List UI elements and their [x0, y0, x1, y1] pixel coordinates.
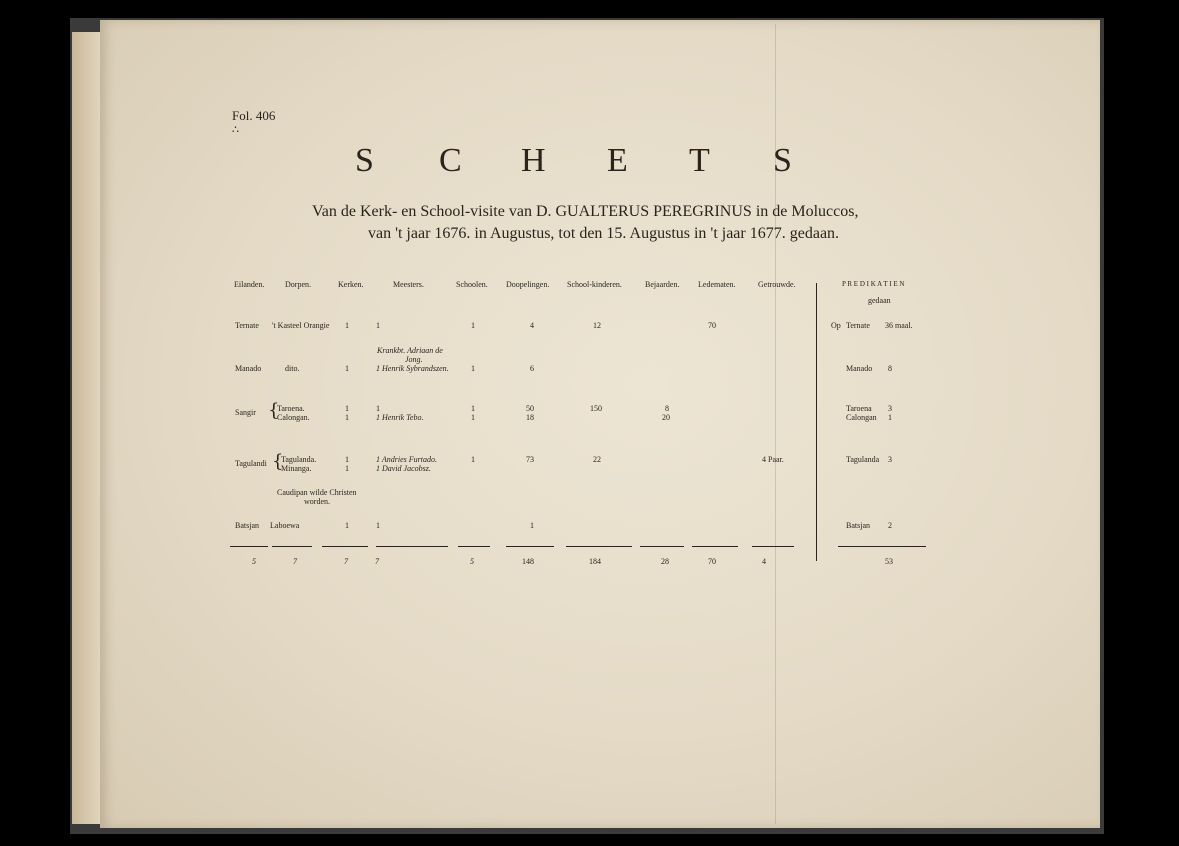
- subtitle-line-2: van 't jaar 1676. in Augustus, tot den 15. Augustus in 't jaar 1677. gedaan.: [368, 225, 840, 242]
- ternate-doopelingen: 4: [530, 321, 534, 330]
- batsjan-eiland: Batsjan: [235, 521, 259, 530]
- manado-meesters-note-1: [377, 346, 443, 355]
- total-rule: [230, 546, 268, 547]
- title-letter: S: [773, 142, 792, 179]
- header-doopelingen: Doopelingen.: [506, 280, 550, 289]
- tagulandi-note-2: worden.: [304, 497, 330, 506]
- header-eilanden: Eilanden.: [234, 280, 265, 289]
- sangir-bejaarden-2: 20: [662, 413, 670, 422]
- column-divider: [816, 283, 817, 561]
- manado-dorp: dito.: [285, 364, 300, 373]
- sangir-bejaarden-1: 8: [665, 404, 669, 413]
- total-rule: [458, 546, 490, 547]
- batsjan-pred-place: Batsjan: [846, 521, 870, 530]
- total-rule: [322, 546, 368, 547]
- title-letter: T: [689, 142, 710, 179]
- batsjan-dorp: Laboewa: [270, 521, 300, 530]
- tagulandi-kerken-2: 1: [345, 464, 349, 473]
- sangir-dorp-1: Taroena.: [277, 404, 305, 413]
- manado-note-text-1: Krankbt. Adriaan de: [377, 346, 443, 355]
- title-letter: S: [355, 142, 374, 179]
- title-letter: E: [607, 142, 628, 179]
- header-schoolkinderen: School-kinderen.: [567, 280, 622, 289]
- ternate-pred-count: 36 maal.: [885, 321, 913, 330]
- tagulandi-dorp-1: Tagulanda.: [281, 455, 317, 464]
- total-bejaarden: 28: [661, 557, 669, 566]
- sangir-kerken-1: 1: [345, 404, 349, 413]
- sangir-doopelingen-2: 18: [526, 413, 534, 422]
- total-eilanden: 5: [252, 557, 256, 566]
- total-rule: [692, 546, 738, 547]
- ternate-meesters: 1: [376, 321, 380, 330]
- sangir-brace-icon: {: [268, 400, 280, 421]
- manado-meesters: 1 Henrik Sybrandszen.: [376, 364, 449, 373]
- header-getrouwde: Getrouwde.: [758, 280, 796, 289]
- total-schoolen: 5: [470, 557, 474, 566]
- sangir-schoolen-1: 1: [471, 404, 475, 413]
- tagulandi-meesters-1: 1 Andries Furtado.: [376, 455, 437, 464]
- tagulandi-brace-icon: {: [272, 451, 284, 472]
- manado-pred-count: 8: [888, 364, 892, 373]
- header-gedaan: gedaan: [868, 296, 891, 305]
- subtitle-line-1: Van de Kerk- en School-visite van D. GUALTERUS PEREGRINUS in de Moluccos,: [312, 203, 859, 220]
- ternate-schoolkinderen: 12: [593, 321, 601, 330]
- ornament-icon: ∴: [232, 123, 240, 136]
- header-kerken: Kerken.: [338, 280, 364, 289]
- ternate-eiland: Ternate: [235, 321, 259, 330]
- tagulandi-pred-count: 3: [888, 455, 892, 464]
- batsjan-meesters: 1: [376, 521, 380, 530]
- sangir-schoolen-2: 1: [471, 413, 475, 422]
- sangir-dorp-2: Calongan.: [277, 413, 310, 422]
- manado-meesters-note-2: Jong.: [405, 355, 423, 364]
- tagulandi-getrouwde: 4 Paar.: [762, 455, 784, 464]
- title-letter: C: [439, 142, 462, 179]
- ternate-pred-prefix: Op: [831, 321, 841, 330]
- ternate-pred-place: Ternate: [846, 321, 870, 330]
- header-schoolen: Schoolen.: [456, 280, 488, 289]
- header-predikatien: P R E D I K A T I E N: [842, 280, 905, 288]
- total-getrouwde: 4: [762, 557, 766, 566]
- total-ledematen: 70: [708, 557, 716, 566]
- ternate-schoolen: 1: [471, 321, 475, 330]
- manado-pred-place: Manado: [846, 364, 873, 373]
- header-meesters: Meesters.: [393, 280, 424, 289]
- sangir-pred-place-1: Taroena: [846, 404, 872, 413]
- sangir-pred-count-2: 1: [888, 413, 892, 422]
- header-dorpen: Dorpen.: [285, 280, 311, 289]
- page-gutter: [72, 32, 102, 824]
- total-kerken: 7: [344, 557, 348, 566]
- ternate-dorp: 't Kasteel Orangie: [272, 321, 330, 330]
- total-dorpen: 7: [293, 557, 297, 566]
- batsjan-doopelingen: 1: [530, 521, 534, 530]
- sangir-doopelingen-1: 50: [526, 404, 534, 413]
- document-page: [100, 20, 1100, 828]
- manado-schoolen: 1: [471, 364, 475, 373]
- manado-kerken: 1: [345, 364, 349, 373]
- header-bejaarden: Bejaarden.: [645, 280, 680, 289]
- batsjan-pred-count: 2: [888, 521, 892, 530]
- sangir-pred-place-2: Calongan: [846, 413, 877, 422]
- tagulandi-schoolen-1: 1: [471, 455, 475, 464]
- tagulandi-meesters-2: 1 David Jacobsz.: [376, 464, 431, 473]
- tagulandi-schoolkinderen-1: 22: [593, 455, 601, 464]
- total-rule: [566, 546, 632, 547]
- tagulandi-kerken-1: 1: [345, 455, 349, 464]
- total-meesters: 7: [375, 557, 379, 566]
- total-predikatien: 53: [885, 557, 893, 566]
- manado-doopelingen: 6: [530, 364, 534, 373]
- manado-eiland: Manado: [235, 364, 262, 373]
- tagulandi-eiland: Tagulandi: [235, 459, 267, 468]
- tagulandi-doopelingen-1: 73: [526, 455, 534, 464]
- ternate-ledematen: 70: [708, 321, 716, 330]
- header-ledematen: Ledematen.: [698, 280, 736, 289]
- total-rule: [272, 546, 312, 547]
- total-rule: [376, 546, 448, 547]
- sangir-schoolkinderen-1: 150: [590, 404, 602, 413]
- total-rule: [640, 546, 684, 547]
- ternate-kerken: 1: [345, 321, 349, 330]
- tagulandi-note-1: Caudipan wilde Christen: [277, 488, 357, 497]
- sangir-pred-count-1: 3: [888, 404, 892, 413]
- total-doopelingen: 148: [522, 557, 534, 566]
- total-rule: [506, 546, 554, 547]
- sangir-kerken-2: 1: [345, 413, 349, 422]
- sangir-eiland: Sangir: [235, 408, 256, 417]
- tagulandi-dorp-2: Minanga.: [281, 464, 312, 473]
- sangir-meesters-2: 1 Henrik Tebo.: [376, 413, 424, 422]
- total-rule: [752, 546, 794, 547]
- tagulandi-pred-place: Tagulanda: [846, 455, 880, 464]
- title-letter: H: [521, 142, 546, 179]
- total-schoolkinderen: 184: [589, 557, 601, 566]
- batsjan-kerken: 1: [345, 521, 349, 530]
- folio-number: Fol. 406: [232, 108, 276, 123]
- sangir-meesters-1: 1: [376, 404, 380, 413]
- total-rule: [838, 546, 926, 547]
